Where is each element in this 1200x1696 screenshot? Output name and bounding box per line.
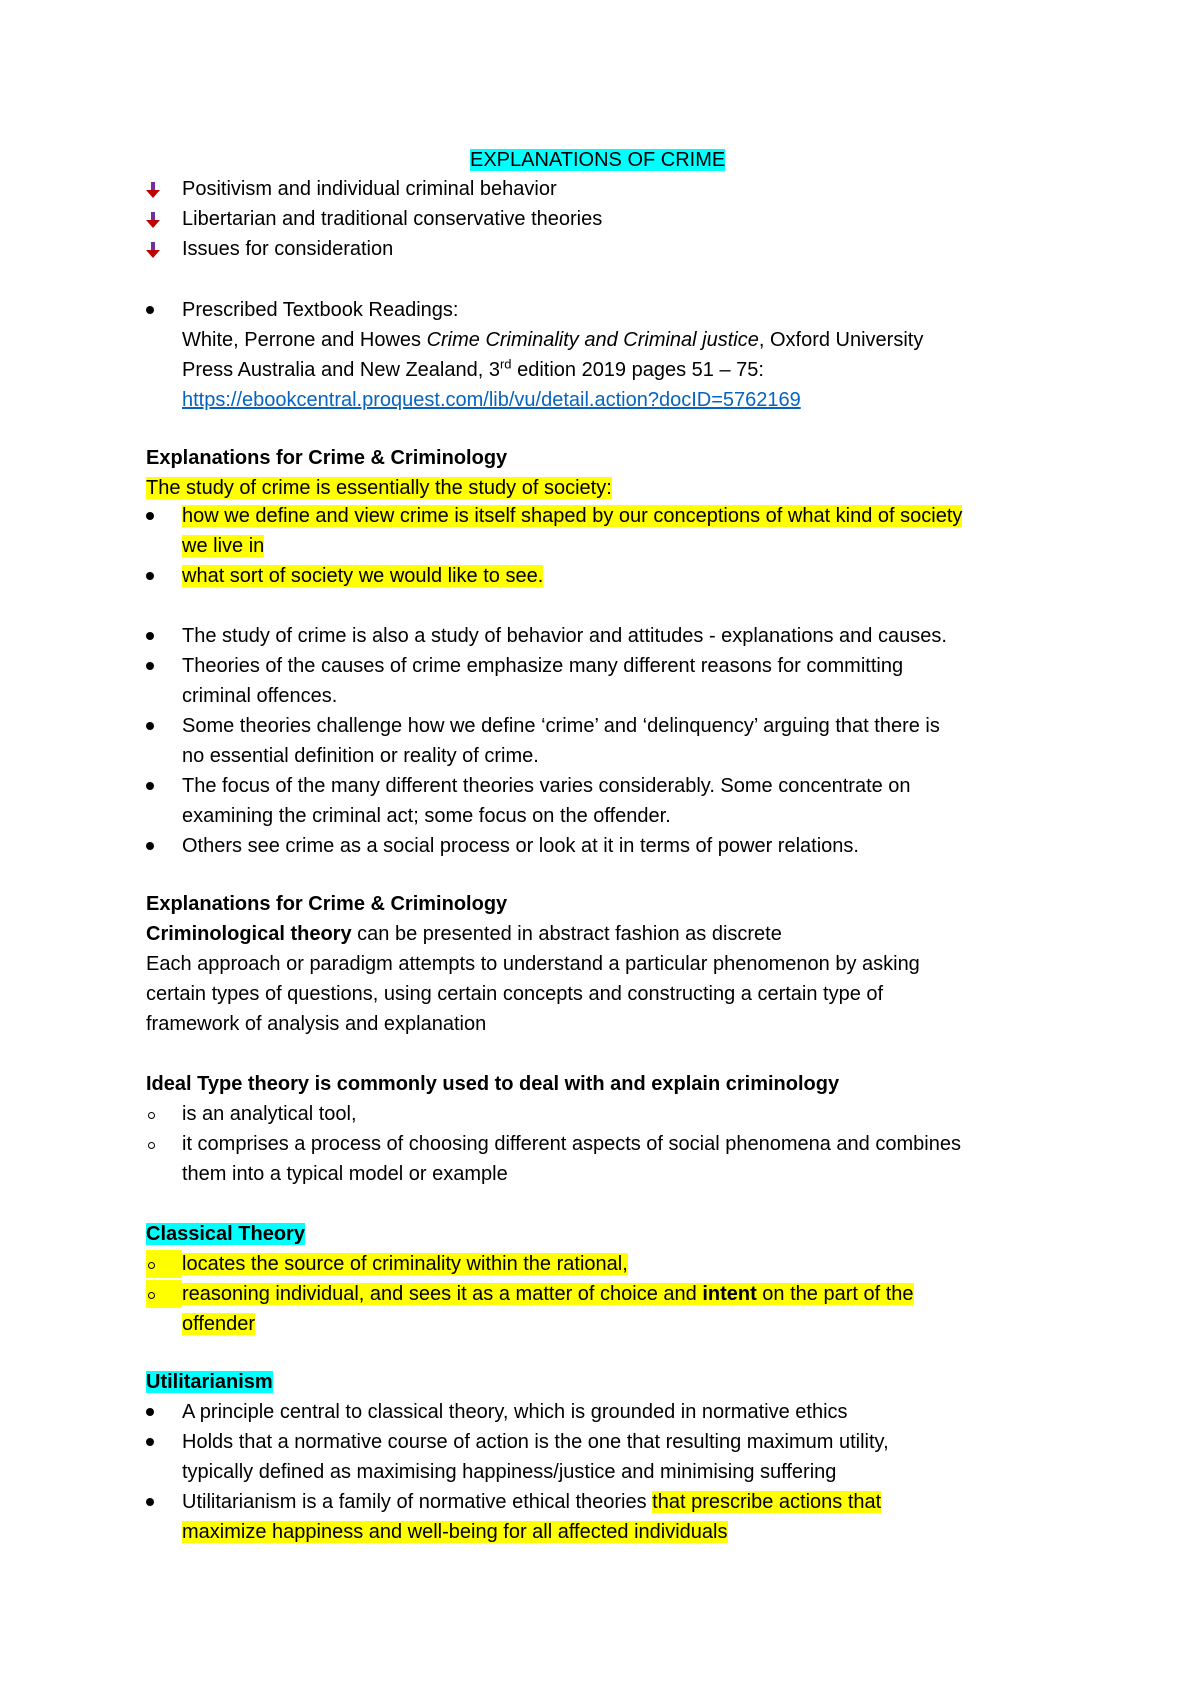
section-heading: Explanations for Crime & Criminology [146, 893, 508, 915]
highlighted-text: we live in [182, 535, 265, 557]
readings-citation-cont [182, 356, 764, 384]
bold-term: Criminological theory [146, 923, 352, 945]
paragraph-line: certain types of questions, using certain concepts and constructing a certain type of [146, 983, 884, 1005]
section-heading: Ideal Type theory is commonly used to deal with and explain criminology [146, 1073, 840, 1095]
citation-book-title: Crime Criminality and Criminal justice [426, 329, 759, 351]
citation-authors: White, Perrone and Howes [182, 329, 427, 351]
citation-publisher: , Oxford University [758, 329, 924, 351]
list-item: it comprises a process of choosing different aspects of social phenomena and combines [182, 1133, 961, 1155]
highlighted-text: what sort of society we would like to see. [182, 565, 544, 587]
highlighted-text: how we define and view crime is itself shaped by our conceptions of what kind of society [182, 505, 963, 527]
bullet-icon [146, 512, 154, 520]
highlighted-text: maximize happiness and well-being for all affected individuals [182, 1521, 728, 1543]
highlighted-heading: Utilitarianism [146, 1371, 273, 1393]
highlighted-text: locates the source of criminality within the rational, [182, 1253, 628, 1275]
list-item-cont: them into a typical model or example [182, 1163, 508, 1185]
highlighted-item [182, 1250, 628, 1278]
paragraph-line: framework of analysis and explanation [146, 1013, 487, 1035]
citation-pages: edition 2019 pages 51 – 75: [511, 359, 764, 381]
highlighted-item-cont [182, 1518, 728, 1546]
bullet-icon [146, 662, 154, 670]
highlighted-text: on the part of the [756, 1283, 914, 1305]
intro-item: Positivism and individual criminal behavior [182, 178, 557, 200]
circle-bullet-icon [148, 1112, 155, 1119]
arrow-down-icon [146, 212, 160, 228]
intro-item: Issues for consideration [182, 238, 394, 260]
list-item-cont: typically defined as maximising happiness/justice and minimising suffering [182, 1461, 837, 1483]
highlighted-text: offender [182, 1313, 256, 1335]
bullet-icon [146, 572, 154, 580]
intro-item: Libertarian and traditional conservative theories [182, 208, 603, 230]
paragraph-line: Each approach or paradigm attempts to understand a particular phenomenon by asking [146, 953, 920, 975]
bullet-icon [146, 842, 154, 850]
item-text: Utilitarianism is a family of normative ethical theories [182, 1491, 653, 1513]
section-lead [146, 920, 782, 948]
highlighted-lead: The study of crime is essentially the study of society: [146, 477, 612, 499]
list-item: The focus of the many different theories varies considerably. Some concentrate on [182, 775, 911, 797]
section-heading [146, 1368, 273, 1396]
citation-superscript: rd [499, 356, 512, 372]
arrow-down-icon [146, 242, 160, 258]
list-item: Others see crime as a social process or look at it in terms of power relations. [182, 835, 859, 857]
circle-bullet-icon [148, 1142, 155, 1149]
circle-bullet-icon [148, 1262, 155, 1269]
readings-label: Prescribed Textbook Readings: [182, 299, 459, 321]
readings-citation [182, 326, 923, 354]
list-item-cont: no essential definition or reality of crime. [182, 745, 539, 767]
list-item: Holds that a normative course of action is the one that resulting maximum utility, [182, 1431, 889, 1453]
list-item-cont: criminal offences. [182, 685, 338, 707]
document-title [470, 146, 725, 174]
highlighted-text: reasoning individual, and sees it as a matter of choice and [182, 1283, 703, 1305]
list-item-cont: examining the criminal act; some focus on the offender. [182, 805, 671, 827]
bullet-icon [146, 1438, 154, 1446]
lead-text: can be presented in abstract fashion as discrete [351, 923, 782, 945]
highlighted-item-cont [182, 532, 264, 560]
highlighted-item [182, 502, 962, 530]
section-lead [146, 474, 612, 502]
bullet-icon [146, 782, 154, 790]
citation-edition: Press Australia and New Zealand, 3 [182, 359, 500, 381]
highlighted-item [182, 1280, 914, 1308]
list-item: is an analytical tool, [182, 1103, 357, 1125]
list-item [182, 1488, 881, 1516]
section-heading [146, 1220, 305, 1248]
bullet-icon [146, 1498, 154, 1506]
list-item: Some theories challenge how we define ‘crime’ and ‘delinquency’ arguing that there is [182, 715, 940, 737]
bullet-icon [146, 306, 154, 314]
ebook-link[interactable]: https://ebookcentral.proquest.com/lib/vu/detail.action?docID=5762169 [182, 389, 801, 411]
title-text: EXPLANATIONS OF CRIME [470, 149, 726, 171]
highlighted-item [182, 562, 543, 590]
list-item: A principle central to classical theory, which is grounded in normative ethics [182, 1401, 848, 1423]
readings-link-line [182, 386, 801, 414]
arrow-down-icon [146, 182, 160, 198]
list-item: The study of crime is also a study of behavior and attitudes - explanations and causes. [182, 625, 947, 647]
highlighted-heading: Classical Theory [146, 1223, 305, 1245]
list-item: Theories of the causes of crime emphasize many different reasons for committing [182, 655, 904, 677]
highlighted-bold-term: intent [702, 1283, 757, 1305]
highlighted-item-cont [182, 1310, 255, 1338]
bullet-icon [146, 722, 154, 730]
bullet-icon [146, 1408, 154, 1416]
section-heading: Explanations for Crime & Criminology [146, 447, 508, 469]
circle-bullet-icon [148, 1292, 155, 1299]
highlighted-text: that prescribe actions that [652, 1491, 882, 1513]
bullet-icon [146, 632, 154, 640]
